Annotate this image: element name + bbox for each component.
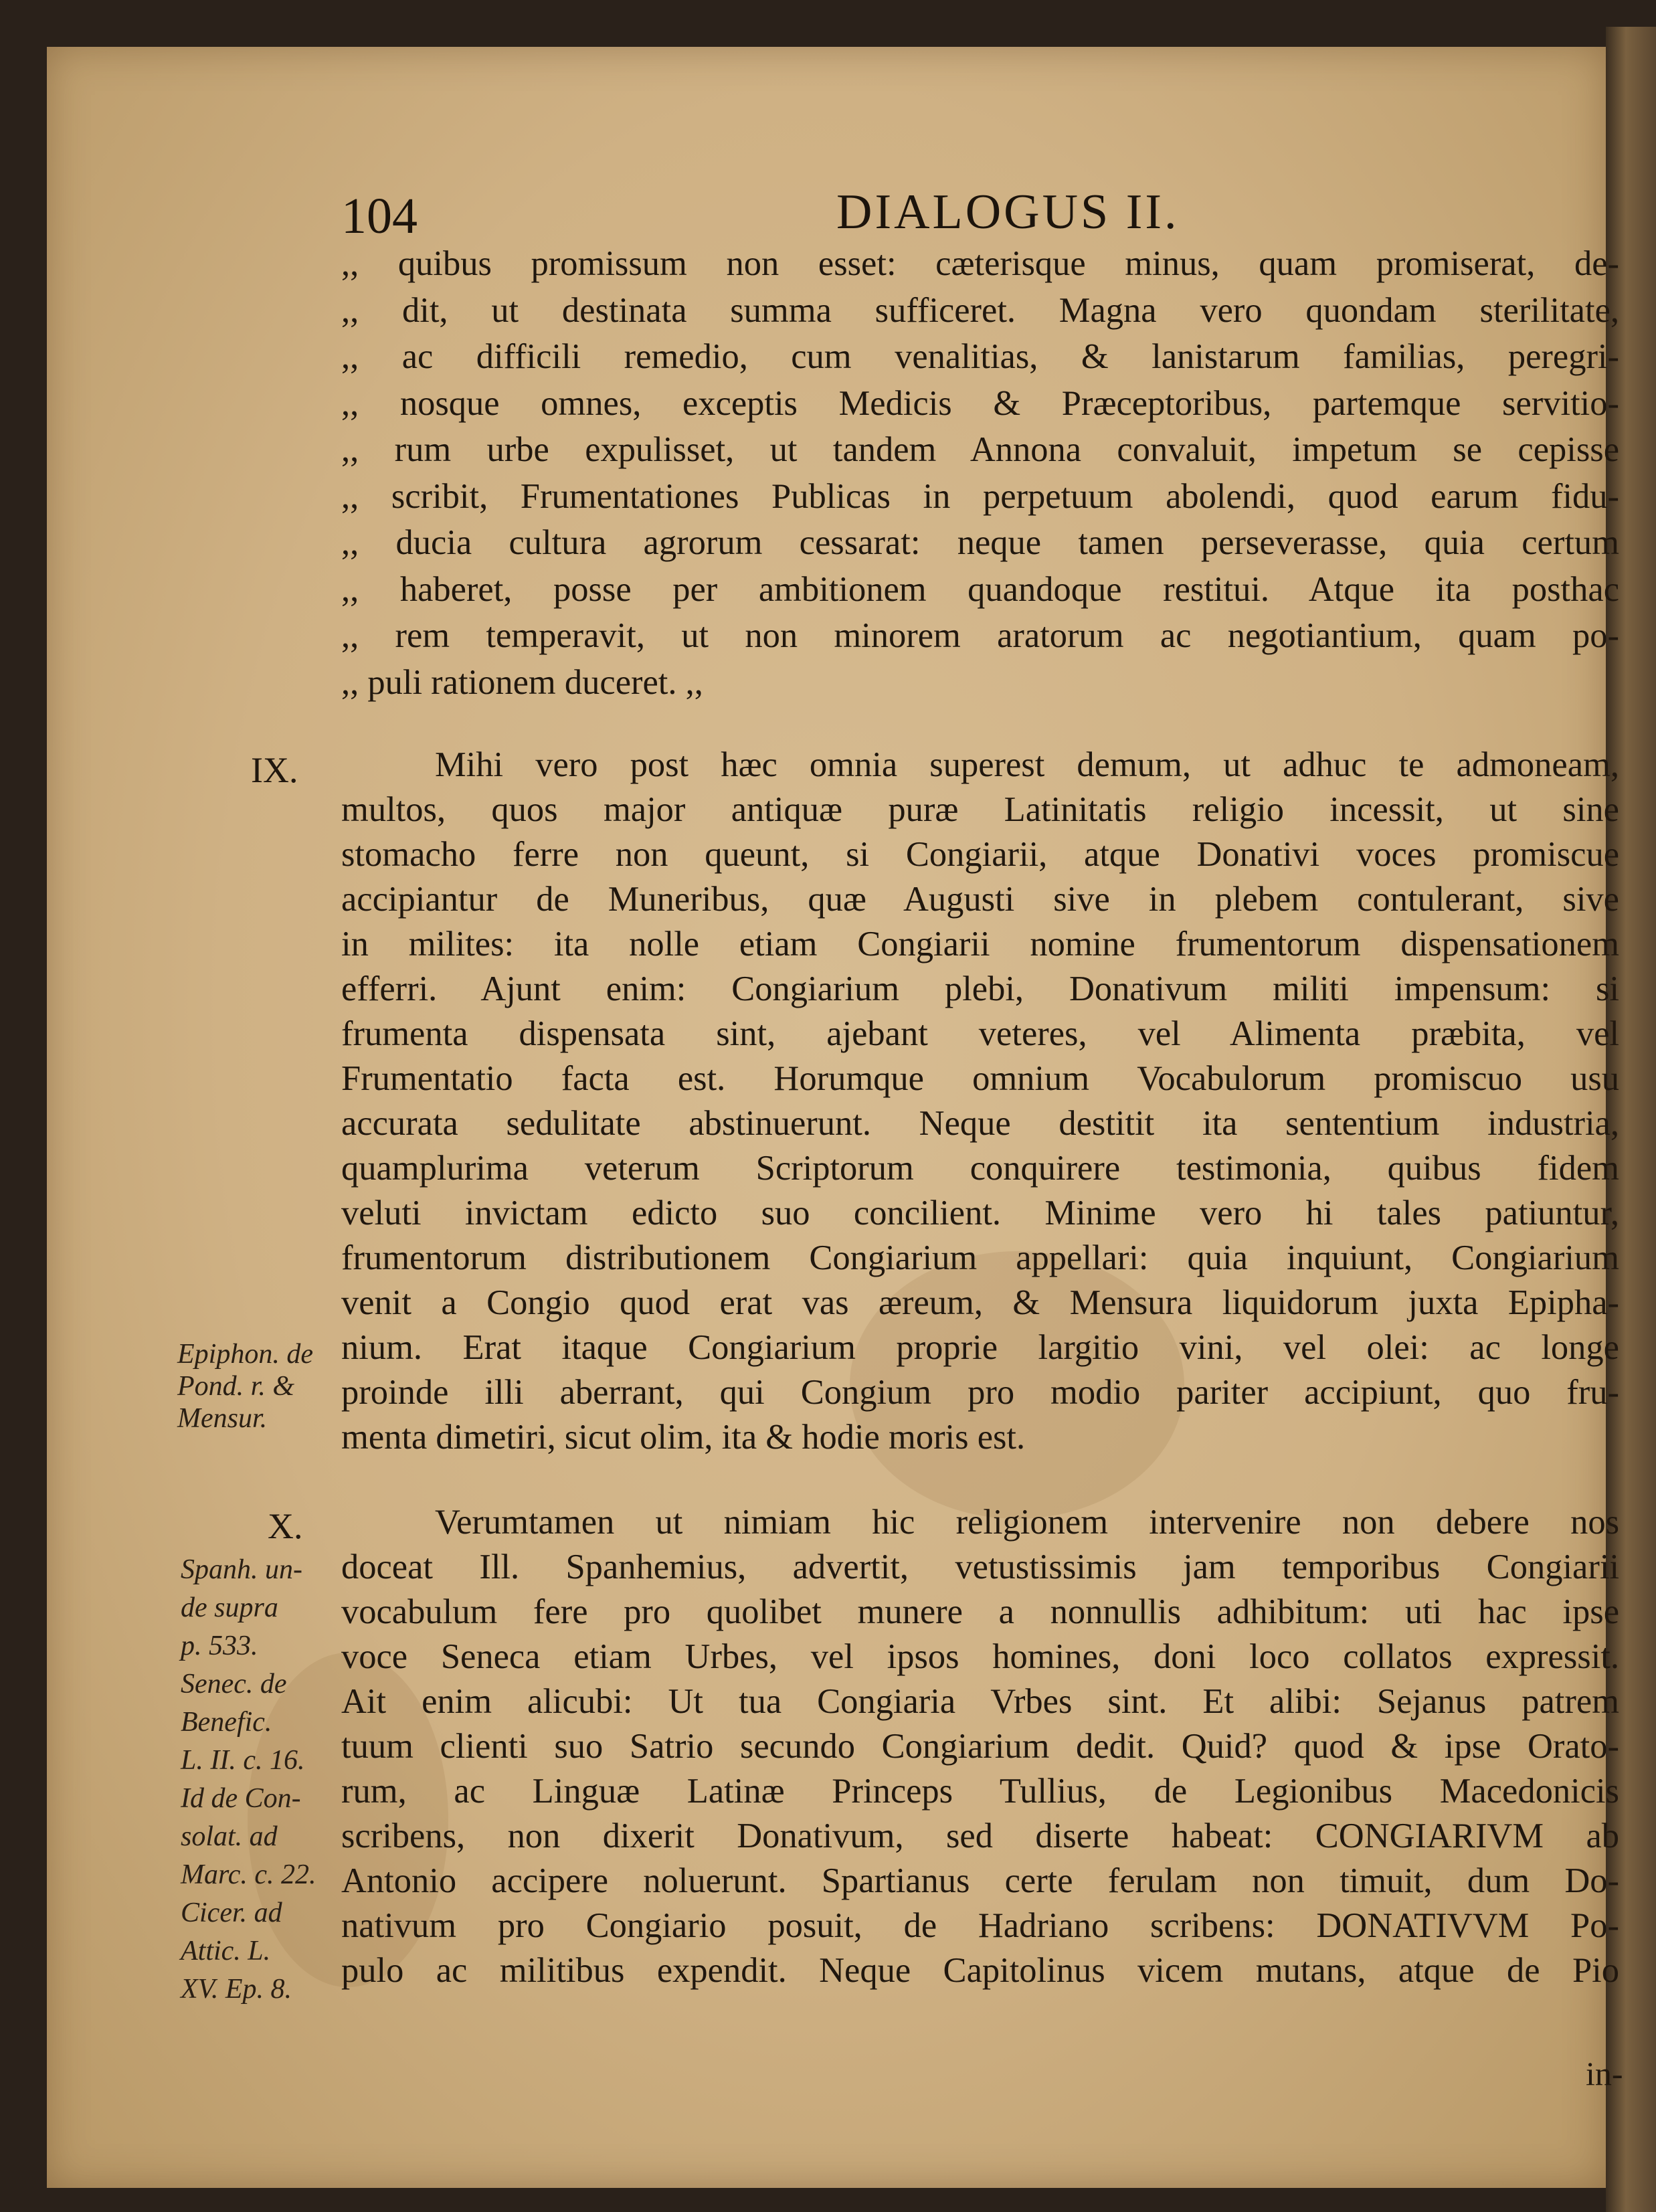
text-line: in milites: ita nolle etiam Congiarii nomine frumentorum dispensationem	[341, 925, 1619, 963]
margin-note-line: de supra	[181, 1592, 278, 1623]
text-line: proinde illi aberrant, qui Congium pro modio pariter accipiunt, quo fru-	[341, 1373, 1619, 1412]
text-line: Ait enim alicubi: Ut tua Congiaria Vrbes sint. Et alibi: Sejanus patrem	[341, 1682, 1619, 1721]
text-line: pulo ac militibus expendit. Neque Capitolinus vicem mutans, atque de Pio	[341, 1951, 1619, 1990]
catchword: in-	[1586, 2055, 1623, 2092]
quote-line: ,, scribit, Frumentationes Publicas in perpetuum abolendi, quod earum fidu-	[341, 476, 1619, 516]
quote-line: ,, puli rationem duceret. ,,	[341, 662, 703, 702]
margin-note-line: Cicer. ad	[181, 1898, 282, 1928]
book-page	[47, 47, 1623, 2188]
text-line: Frumentatio facta est. Horumque omnium Vocabulorum promiscuo usu	[341, 1059, 1619, 1098]
text-line: Verumtamen ut nimiam hic religionem intervenire non debere nos	[435, 1503, 1619, 1542]
quote-line: ,, rum urbe expulisset, ut tandem Annona convaluit, impetum se cepisse	[341, 430, 1619, 469]
margin-note-ix	[177, 1338, 313, 1435]
margin-note-line: XV. Ep. 8.	[181, 1974, 292, 2005]
margin-note-line: Marc. c. 22.	[181, 1859, 316, 1890]
margin-note-line: solat. ad	[181, 1821, 278, 1852]
margin-note-line: Pond. r. &	[177, 1371, 295, 1402]
text-line: doceat Ill. Spanhemius, advertit, vetustissimis jam temporibus Congiarii	[341, 1548, 1619, 1586]
text-line: frumenta dispensata sint, ajebant veteres, vel Alimenta præbita, vel	[341, 1014, 1619, 1053]
section-ix-body	[341, 743, 1619, 1460]
text-line: venit a Congio quod erat vas æreum, & Mensura liquidorum juxta Epipha-	[341, 1283, 1619, 1322]
text-line: voce Seneca etiam Urbes, vel ipsos homines, doni loco collatos expressit.	[341, 1637, 1619, 1676]
margin-note-line: p. 533.	[181, 1631, 258, 1661]
margin-note-line: Benefic.	[181, 1707, 272, 1738]
section-marker-ix: IX.	[251, 750, 298, 790]
text-line: frumentorum distributionem Congiarium appellari: quia inquiunt, Congiarium	[341, 1238, 1619, 1277]
text-line: rum, ac Linguæ Latinæ Princeps Tullius, de Legionibus Macedonicis	[341, 1772, 1619, 1811]
quote-line: ,, nosque omnes, exceptis Medicis & Præceptoribus, partemque servitio-	[341, 383, 1619, 423]
text-line: accipiantur de Muneribus, quæ Augusti sive in plebem contulerant, sive	[341, 880, 1619, 919]
text-line: efferri. Ajunt enim: Congiarium plebi, Donativum militi impensum: si	[341, 970, 1619, 1008]
running-head: DIALOGUS II.	[836, 185, 1180, 240]
text-line: quamplurima veterum Scriptorum conquirere testimonia, quibus fidem	[341, 1149, 1619, 1188]
quote-line: ,, haberet, posse per ambitionem quandoque restitui. Atque ita posthac	[341, 569, 1619, 609]
section-marker-x: X.	[268, 1506, 303, 1546]
text-line: nativum pro Congiario posuit, de Hadriano scribens: DONATIVVM Po-	[341, 1906, 1619, 1945]
margin-note-x	[181, 1551, 316, 2009]
margin-note-line: Attic. L.	[181, 1936, 271, 1966]
text-line: nium. Erat itaque Congiarium proprie largitio vini, vel olei: ac longe	[341, 1328, 1619, 1367]
text-line: accurata sedulitate abstinuerunt. Neque destitit ita sententium industria,	[341, 1104, 1619, 1143]
text-line: stomacho ferre non queunt, si Congiarii, atque Donativi voces promiscue	[341, 835, 1619, 874]
text-line: Antonio accipere noluerunt. Spartianus certe ferulam non timuit, dum Do-	[341, 1861, 1619, 1900]
text-line: multos, quos major antiquæ puræ Latinitatis religio incessit, ut sine	[341, 790, 1619, 829]
text-line: menta dimetiri, sicut olim, ita & hodie moris est.	[341, 1418, 1026, 1457]
text-line: scribens, non dixerit Donativum, sed diserte habeat: CONGIARIVM ab	[341, 1817, 1619, 1855]
quote-block	[341, 241, 1619, 706]
margin-note-line: Id de Con-	[181, 1783, 301, 1814]
page-number: 104	[341, 188, 418, 244]
quote-line: ,, ac difficili remedio, cum venalitias, & lanistarum familias, peregri-	[341, 337, 1619, 376]
text-line: tuum clienti suo Satrio secundo Congiarium dedit. Quid? quod & ipse Orato-	[341, 1727, 1619, 1766]
margin-note-line: Senec. de	[181, 1669, 287, 1699]
quote-line: ,, ducia cultura agrorum cessarat: neque tamen perseverasse, quia certum	[341, 523, 1619, 562]
section-x-body	[341, 1500, 1619, 1993]
quote-line: ,, dit, ut destinata summa sufficeret. Magna vero quondam sterilitate,	[341, 290, 1619, 330]
quote-line: ,, quibus promissum non esset: cæterisque minus, quam promiserat, de-	[341, 244, 1619, 283]
text-line: veluti invictam edicto suo concilient. Minime vero hi tales patiuntur,	[341, 1194, 1619, 1232]
text-line: Mihi vero post hæc omnia superest demum, ut adhuc te admoneam,	[435, 745, 1619, 784]
margin-note-line: L. II. c. 16.	[181, 1745, 305, 1776]
quote-line: ,, rem temperavit, ut non minorem aratorum ac negotiantium, quam po-	[341, 616, 1619, 655]
margin-note-line: Mensur.	[177, 1403, 268, 1434]
margin-note-line: Epiphon. de	[177, 1339, 313, 1370]
margin-note-line: Spanh. un-	[181, 1554, 302, 1585]
text-line: vocabulum fere pro quolibet munere a nonnullis adhibitum: uti hac ipse	[341, 1592, 1619, 1631]
page-header	[47, 147, 1606, 244]
